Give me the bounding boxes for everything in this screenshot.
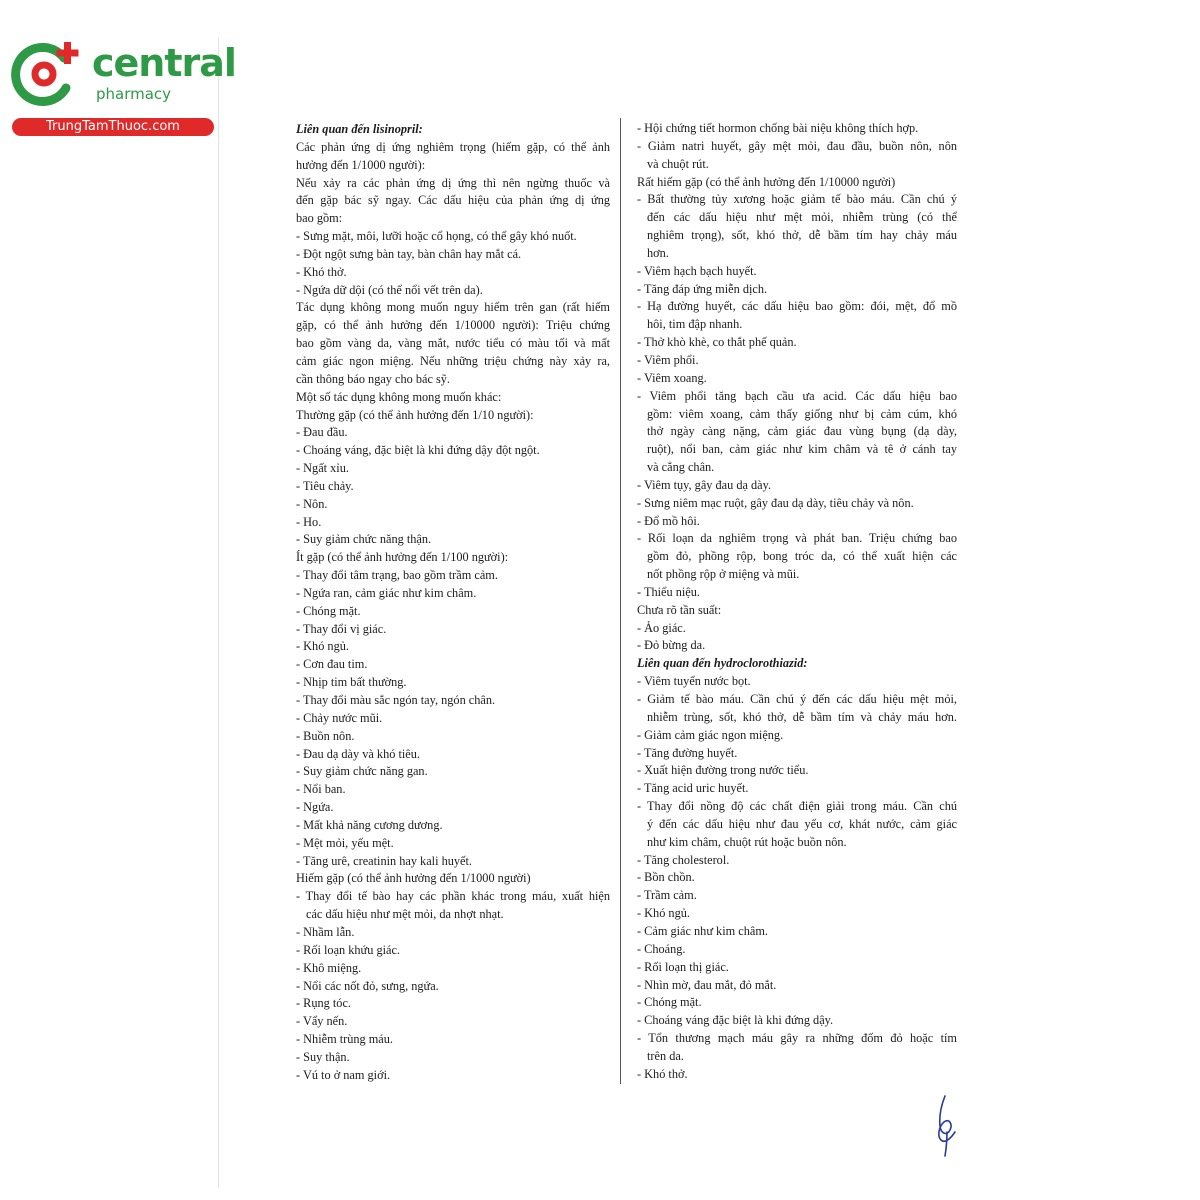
text-line: - Giảm cảm giác ngon miệng. <box>637 727 784 742</box>
text-line: - Thiểu niệu. <box>637 584 700 599</box>
text-line: - Tiêu chảy. <box>296 478 354 493</box>
text-line: - Thay đổi tâm trạng, bao gồm trầm cảm. <box>296 568 498 583</box>
text-line: gồm: viêm xoang, cảm thấy giống như bị cảm cúm, khó <box>647 406 957 421</box>
text-line: Rất hiếm gặp (có thể ảnh hưởng đến 1/10000 người) <box>637 174 896 189</box>
text-line: - Nhìn mờ, đau mắt, đỏ mắt. <box>637 977 777 992</box>
text-line: - Hạ đường huyết, các dấu hiệu bao gồm: đói, mệt, đổ mồ <box>637 299 957 314</box>
text-line: - Viêm hạch bạch huyết. <box>637 263 757 278</box>
text-line: - Rối loạn da nghiêm trọng và phát ban. Triệu chứng bao <box>637 531 957 546</box>
logo-subtitle: pharmacy <box>96 85 172 103</box>
text-line: - Xuất hiện đường trong nước tiểu. <box>637 763 809 778</box>
text-line: - Cơn đau tim. <box>296 657 368 672</box>
text-line: - Nhịp tim bất thường. <box>296 675 407 690</box>
text-line: - Thay đổi màu sắc ngón tay, ngón chân. <box>296 693 496 707</box>
text-line: - Chóng mặt. <box>296 603 361 618</box>
column-divider <box>620 118 621 1084</box>
text-line: - Khô miệng. <box>296 960 362 975</box>
document-column-right <box>637 120 957 1084</box>
text-line: bao gồm vàng da, vàng mắt, nước tiểu có màu tối và mất <box>296 336 610 351</box>
text-line: bao gồm: <box>296 211 343 226</box>
text-line: - Ngứa ran, cảm giác như kim châm. <box>296 585 477 600</box>
text-line: và chuột rút. <box>647 156 709 171</box>
text-line: - Thay đổi tế bào hay các phần khác trong máu, xuất hiện <box>296 889 610 904</box>
text-line: - Nổi các nốt đỏ, sưng, ngứa. <box>296 978 439 993</box>
text-line: - Viêm tụy, gây đau dạ dày. <box>637 477 772 492</box>
text-line: - Cảm giác như kim châm. <box>637 923 768 938</box>
text-line: - Suy giảm chức năng gan. <box>296 764 428 779</box>
text-line: Tác dụng không mong muốn nguy hiểm trên gan (rất hiếm <box>296 300 610 315</box>
text-line: nhiễm trùng, sốt, khó thở, dễ bầm tím và chảy máu hơn. <box>647 709 957 724</box>
text-line: hưởng đến 1/1000 người): <box>296 157 426 172</box>
text-line: - Choáng váng, đặc biệt là khi đứng dậy đột ngột. <box>296 443 540 458</box>
text-line: và cẳng chân. <box>647 460 715 475</box>
text-line: - Ngứa. <box>296 800 334 815</box>
text-line: hơn. <box>647 245 669 260</box>
text-line: - Suy giảm chức năng thận. <box>296 532 432 547</box>
text-line: - Tăng acid uric huyết. <box>637 781 749 796</box>
text-line: - Nôn. <box>296 496 328 511</box>
text-line: Một số tác dụng không mong muốn khác: <box>296 389 502 404</box>
text-line: - Ho. <box>296 514 322 529</box>
text-line: - Thay đổi vị giác. <box>296 621 387 636</box>
text-line: - Vẩy nến. <box>296 1014 348 1029</box>
text-line: - Nổi ban. <box>296 782 346 797</box>
text-line: Ít gặp (có thể ảnh hưởng đến 1/100 người): <box>296 550 509 565</box>
text-line: - Ngứa dữ dội (có thể nổi vết trên da). <box>296 282 483 297</box>
text-line: - Suy thận. <box>296 1049 350 1064</box>
text-line: - Viêm xoang. <box>637 370 707 385</box>
text-line: - Ảo giác. <box>637 620 686 635</box>
text-line: nốt phồng rộp ở miệng và mũi. <box>647 567 800 582</box>
text-line: - Tăng đáp ứng miễn dịch. <box>637 281 768 296</box>
text-line: - Mất khả năng cương dương. <box>296 817 443 832</box>
text-line: - Tăng urê, creatinin hay kali huyết. <box>296 853 472 868</box>
text-line: - Tăng đường huyết. <box>637 745 738 760</box>
text-line: - Choáng. <box>637 941 686 956</box>
text-line: cần thông báo ngay cho bác sỹ. <box>296 371 451 386</box>
text-line: - Trầm cảm. <box>637 888 697 903</box>
text-line: Hiếm gặp (có thể ảnh hưởng đến 1/1000 người) <box>296 871 531 886</box>
text-line: - Giảm natri huyết, gây mệt mỏi, đau đầu, buồn nôn, nôn <box>637 138 957 153</box>
text-line: - Khó thở. <box>296 264 347 279</box>
text-line: gặp, có thể ảnh hưởng đến 1/10000 người): Triệu chứng <box>296 318 610 333</box>
text-line: cảm giác ngon miệng. Nếu những triệu chứng này xảy ra, <box>296 353 610 368</box>
text-line: - Rụng tóc. <box>296 996 351 1011</box>
text-line: như kim châm, chuột rút hoặc buồn nôn. <box>647 834 847 849</box>
text-line: thở ngày càng nặng, cảm giác đau vùng bụng (dạ dày, <box>647 424 957 439</box>
text-line: - Thở khò khè, co thắt phế quản. <box>637 335 797 350</box>
text-line: - Mệt mỏi, yếu mệt. <box>296 835 394 850</box>
text-line: gồm đỏ, phồng rộp, bong tróc da, có thể xuất hiện các <box>647 549 957 564</box>
section-heading: Liên quan đến hydroclorothiazid: <box>637 656 808 671</box>
document-column-left <box>296 121 610 1085</box>
text-line: ruột), nổi ban, cảm giác như kim châm và tê ở cánh tay <box>647 442 957 457</box>
text-line: - Rối loạn thị giác. <box>637 959 729 974</box>
text-line: - Đau đầu. <box>296 425 348 440</box>
text-line: đến các dấu hiệu như mệt mỏi, nhiễm trùng (có thể <box>647 210 957 225</box>
text-line: - Buồn nôn. <box>296 728 355 743</box>
text-line: đến gặp bác sỹ ngay. Các dấu hiệu của phản ứng dị ứng <box>296 193 610 208</box>
text-line: Nếu xảy ra các phản ứng dị ứng thì nên ngừng thuốc và <box>296 175 610 190</box>
text-line: - Khó thở. <box>637 1066 688 1081</box>
text-line: - Bồn chồn. <box>637 870 695 885</box>
text-line: - Chảy nước mũi. <box>296 710 383 725</box>
text-line: - Nhiễm trùng máu. <box>296 1032 393 1047</box>
text-line: - Khó ngủ. <box>296 639 349 654</box>
handwritten-signature-icon <box>925 1092 965 1158</box>
logo-site-badge: TrungTamThuoc.com <box>12 118 214 136</box>
text-line: - Đổ mồ hôi. <box>637 513 700 528</box>
text-line: - Bất thường tủy xương hoặc giảm tế bào máu. Cần chú ý <box>637 192 957 207</box>
text-line: - Choáng váng đặc biệt là khi đứng dậy. <box>637 1013 834 1028</box>
text-line: - Đỏ bừng da. <box>637 638 706 653</box>
text-line: - Viêm tuyến nước bọt. <box>637 674 751 689</box>
text-line: hôi, tim đập nhanh. <box>647 317 743 332</box>
logo <box>8 38 236 138</box>
text-line: - Tăng cholesterol. <box>637 852 730 867</box>
text-line: ý đến các dấu hiệu như đau yếu cơ, khát nước, cảm giác <box>647 816 957 831</box>
logo-brand: central <box>92 41 236 85</box>
text-line: các dấu hiệu như mệt mỏi, da nhợt nhạt. <box>306 907 504 922</box>
text-line: - Đau dạ dày và khó tiêu. <box>296 746 420 761</box>
text-line: - Giảm tế bào máu. Cần chú ý đến các dấu hiệu mệt mỏi, <box>637 692 957 706</box>
text-line: - Sưng niêm mạc ruột, gây đau dạ dày, tiêu chảy và nôn. <box>637 495 914 510</box>
text-line: Chưa rõ tần suất: <box>637 602 722 617</box>
text-line: - Hội chứng tiết hormon chống bài niệu không thích hợp. <box>637 121 919 135</box>
text-line: Thường gặp (có thể ảnh hưởng đến 1/10 người): <box>296 407 534 422</box>
text-line: - Sưng mặt, môi, lưỡi hoặc cổ họng, có thể gây khó nuốt. <box>296 229 577 244</box>
text-line: trên da. <box>647 1048 684 1063</box>
text-line: - Viêm phổi tăng bạch cầu ưa acid. Các dấu hiệu bao <box>637 388 957 403</box>
text-line: - Thay đổi nồng độ các chất điện giải trong máu. Cần chú <box>637 799 957 814</box>
text-line: - Nhầm lẫn. <box>296 924 355 939</box>
text-line: Các phản ứng dị ứng nghiêm trọng (hiếm gặp, có thể ảnh <box>296 139 610 154</box>
text-line: - Tổn thương mạch máu gây ra những đốm đỏ hoặc tím <box>637 1031 957 1046</box>
text-line: - Vú to ở nam giới. <box>296 1067 391 1082</box>
text-line: - Rối loạn khứu giác. <box>296 942 400 957</box>
text-line: - Chóng mặt. <box>637 995 702 1010</box>
text-line: - Ngất xỉu. <box>296 461 349 476</box>
paper-edge <box>218 38 219 1188</box>
section-heading: Liên quan đến lisinopril: <box>296 122 423 136</box>
text-line: - Đột ngột sưng bàn tay, bàn chân hay mắt cá. <box>296 246 522 261</box>
text-line: - Khó ngủ. <box>637 906 690 921</box>
text-line: - Viêm phổi. <box>637 352 699 367</box>
text-line: nghiêm trọng), sốt, khó thở, dễ bầm tím hay chảy máu <box>647 228 957 243</box>
central-pharmacy-logo-icon <box>8 38 86 110</box>
